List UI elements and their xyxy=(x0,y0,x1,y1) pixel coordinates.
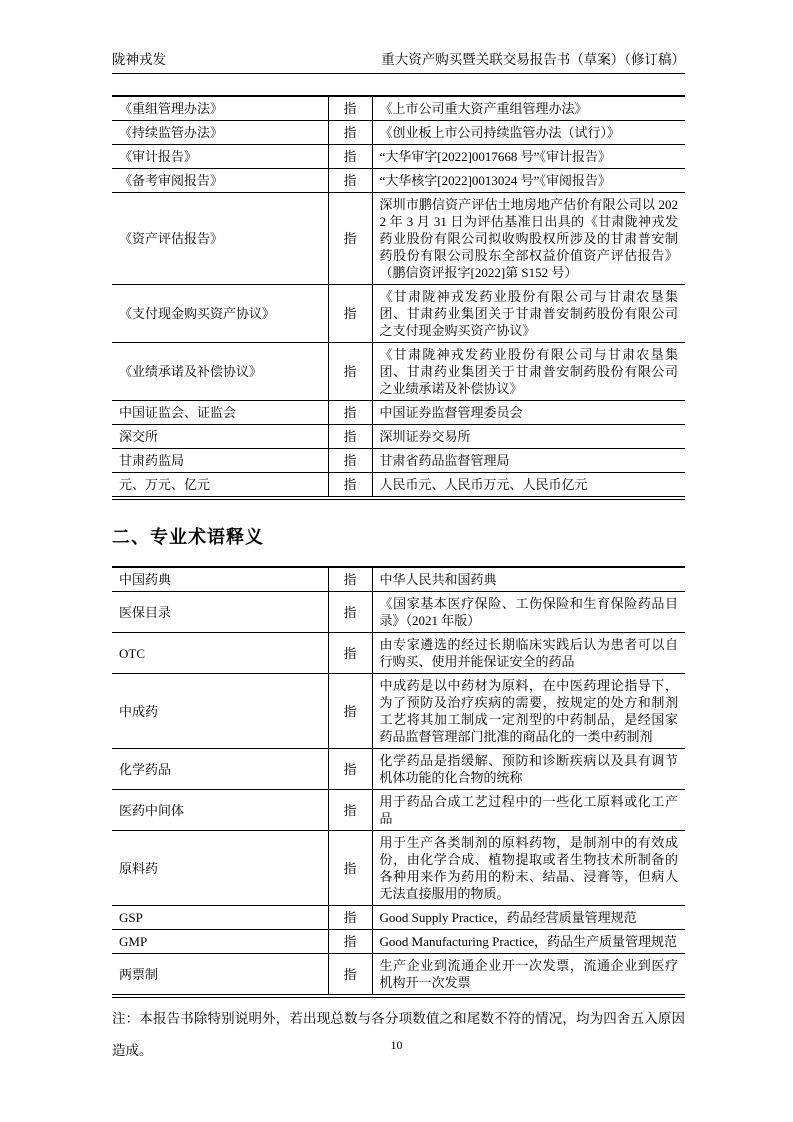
table-row xyxy=(112,567,685,592)
table-row xyxy=(112,425,685,449)
term-cell: 《支付现金购买资产协议》 xyxy=(112,285,328,343)
definitions-table-general xyxy=(112,95,685,500)
refers-cell: 指 xyxy=(328,633,372,674)
term-cell: 中成药 xyxy=(112,674,328,749)
table-row xyxy=(112,285,685,343)
refers-cell: 指 xyxy=(328,906,372,930)
table-row xyxy=(112,343,685,401)
table-row xyxy=(112,906,685,930)
term-cell: 《资产评估报告》 xyxy=(112,193,328,285)
definition-cell: 甘肃省药品监督管理局 xyxy=(372,449,685,473)
definition-cell: 《甘肃陇神戎发药业股份有限公司与甘肃农垦集团、甘肃药业集团关于甘肃普安制药股份有限公司之支付现金购买资产协议》 xyxy=(372,285,685,343)
header-report-title: 重大资产购买暨关联交易报告书（草案）（修订稿） xyxy=(381,52,685,67)
refers-cell: 指 xyxy=(328,749,372,790)
refers-cell: 指 xyxy=(328,831,372,906)
refers-cell: 指 xyxy=(328,567,372,592)
term-cell: 化学药品 xyxy=(112,749,328,790)
term-cell: 中国证监会、证监会 xyxy=(112,401,328,425)
refers-cell: 指 xyxy=(328,954,372,997)
definitions-table-professional-terms xyxy=(112,566,685,998)
table-row xyxy=(112,954,685,997)
definition-cell: 生产企业到流通企业开一次发票，流通企业到医疗机构开一次发票 xyxy=(379,958,678,990)
refers-cell: 指 xyxy=(328,449,372,473)
refers-cell: 指 xyxy=(328,930,372,954)
refers-cell: 指 xyxy=(328,145,372,169)
definition-cell: Good Supply Practice，药品经营质量管理规范 xyxy=(372,906,685,930)
term-cell: 中国药典 xyxy=(112,567,328,592)
definition-cell: 《国家基本医疗保险、工伤保险和生育保险药品目录》（2021 年版） xyxy=(372,592,685,633)
definition-cell: 《创业板上市公司持续监管办法（试行）》 xyxy=(372,121,685,145)
term-cell: 甘肃药监局 xyxy=(112,449,328,473)
definition-cell: 深圳证券交易所 xyxy=(372,425,685,449)
table-row xyxy=(112,674,685,749)
term-cell: GSP xyxy=(112,906,328,930)
refers-cell: 指 xyxy=(328,193,372,285)
table-row xyxy=(112,592,685,633)
table-row xyxy=(112,473,685,499)
term-cell: 《备考审阅报告》 xyxy=(112,169,328,193)
term-cell: 医药中间体 xyxy=(112,790,328,831)
table-row xyxy=(112,449,685,473)
refers-cell: 指 xyxy=(328,96,372,121)
table-row xyxy=(112,633,685,674)
term-cell: 医保目录 xyxy=(112,592,328,633)
term-cell: 元、万元、亿元 xyxy=(112,473,328,499)
table-row xyxy=(112,790,685,831)
refers-cell: 指 xyxy=(328,790,372,831)
term-cell: OTC xyxy=(112,633,328,674)
definition-cell: 深圳市鹏信资产评估土地房地产估价有限公司以 2022 年 3 月 31 日为评估基准日出具的《甘肃陇神戎发药业股份有限公司拟收购股权所涉及的甘肃普安制药股份有限公司股东全部权益价值资产评估报告》（鹏信资评报字[2022]第 S152 号） xyxy=(372,193,685,285)
definition-cell: 用于生产各类制剂的原料药物，是制剂中的有效成份，由化学合成、植物提取或者生物技术所制备的各种用来作为药用的粉末、结晶、浸膏等，但病人无法直接服用的物质。 xyxy=(372,831,685,906)
page-number: 10 xyxy=(390,1038,403,1052)
refers-cell: 指 xyxy=(328,169,372,193)
definition-cell: 由专家遴选的经过长期临床实践后认为患者可以自行购买、使用并能保证安全的药品 xyxy=(372,633,685,674)
term-cell: 原料药 xyxy=(112,831,328,906)
term-cell: 深交所 xyxy=(112,425,328,449)
table-row xyxy=(112,145,685,169)
refers-cell: 指 xyxy=(328,121,372,145)
table-row xyxy=(112,96,685,121)
table-row xyxy=(112,401,685,425)
table-row xyxy=(112,121,685,145)
running-header xyxy=(112,52,685,74)
definition-cell: 《上市公司重大资产重组管理办法》 xyxy=(372,96,685,121)
table-row xyxy=(112,749,685,790)
definition-cell: 中华人民共和国药典 xyxy=(372,567,685,592)
table-row xyxy=(112,169,685,193)
definition-cell: Good Manufacturing Practice，药品生产质量管理规范 xyxy=(372,930,685,954)
refers-cell: 指 xyxy=(328,473,372,499)
table-row xyxy=(112,930,685,954)
rounding-footnote: 注：本报告书除特别说明外，若出现总数与各分项数值之和尾数不符的情况，均为四舍五入原因造成。 xyxy=(112,1011,685,1058)
definition-cell: 中国证券监督管理委员会 xyxy=(372,401,685,425)
refers-cell: 指 xyxy=(328,285,372,343)
table-row xyxy=(112,831,685,906)
definition-cell: “大华审字[2022]0017668 号”《审计报告》 xyxy=(372,145,685,169)
refers-cell: 指 xyxy=(328,592,372,633)
section-heading-professional-terms: 二、专业术语释义 xyxy=(112,527,264,547)
term-cell: 《重组管理办法》 xyxy=(112,96,328,121)
refers-cell: 指 xyxy=(328,674,372,749)
term-cell: GMP xyxy=(112,930,328,954)
term-cell: 两票制 xyxy=(112,954,328,997)
term-cell: 《审计报告》 xyxy=(112,145,328,169)
definition-cell: “大华核字[2022]0013024 号”《审阅报告》 xyxy=(372,169,685,193)
table-row xyxy=(112,193,685,285)
definition-cell: 人民币元、人民币万元、人民币亿元 xyxy=(379,477,588,492)
definition-cell: 《甘肃陇神戎发药业股份有限公司与甘肃农垦集团、甘肃药业集团关于甘肃普安制药股份有限公司之业绩承诺及补偿协议》 xyxy=(372,343,685,401)
definition-cell: 化学药品是指缓解、预防和诊断疾病以及具有调节机体功能的化合物的统称 xyxy=(372,749,685,790)
definition-cell: 用于药品合成工艺过程中的一些化工原料或化工产品 xyxy=(372,790,685,831)
refers-cell: 指 xyxy=(328,425,372,449)
term-cell: 《持续监管办法》 xyxy=(112,121,328,145)
refers-cell: 指 xyxy=(328,343,372,401)
term-cell: 《业绩承诺及补偿协议》 xyxy=(112,343,328,401)
refers-cell: 指 xyxy=(328,401,372,425)
definition-cell: 中成药是以中药材为原料，在中医药理论指导下，为了预防及治疗疾病的需要，按规定的处方和制剂工艺将其加工制成一定剂型的中药制品，是经国家药品监督管理部门批准的商品化的一类中药制剂 xyxy=(372,674,685,749)
header-company-short-name: 陇神戎发 xyxy=(112,52,166,67)
